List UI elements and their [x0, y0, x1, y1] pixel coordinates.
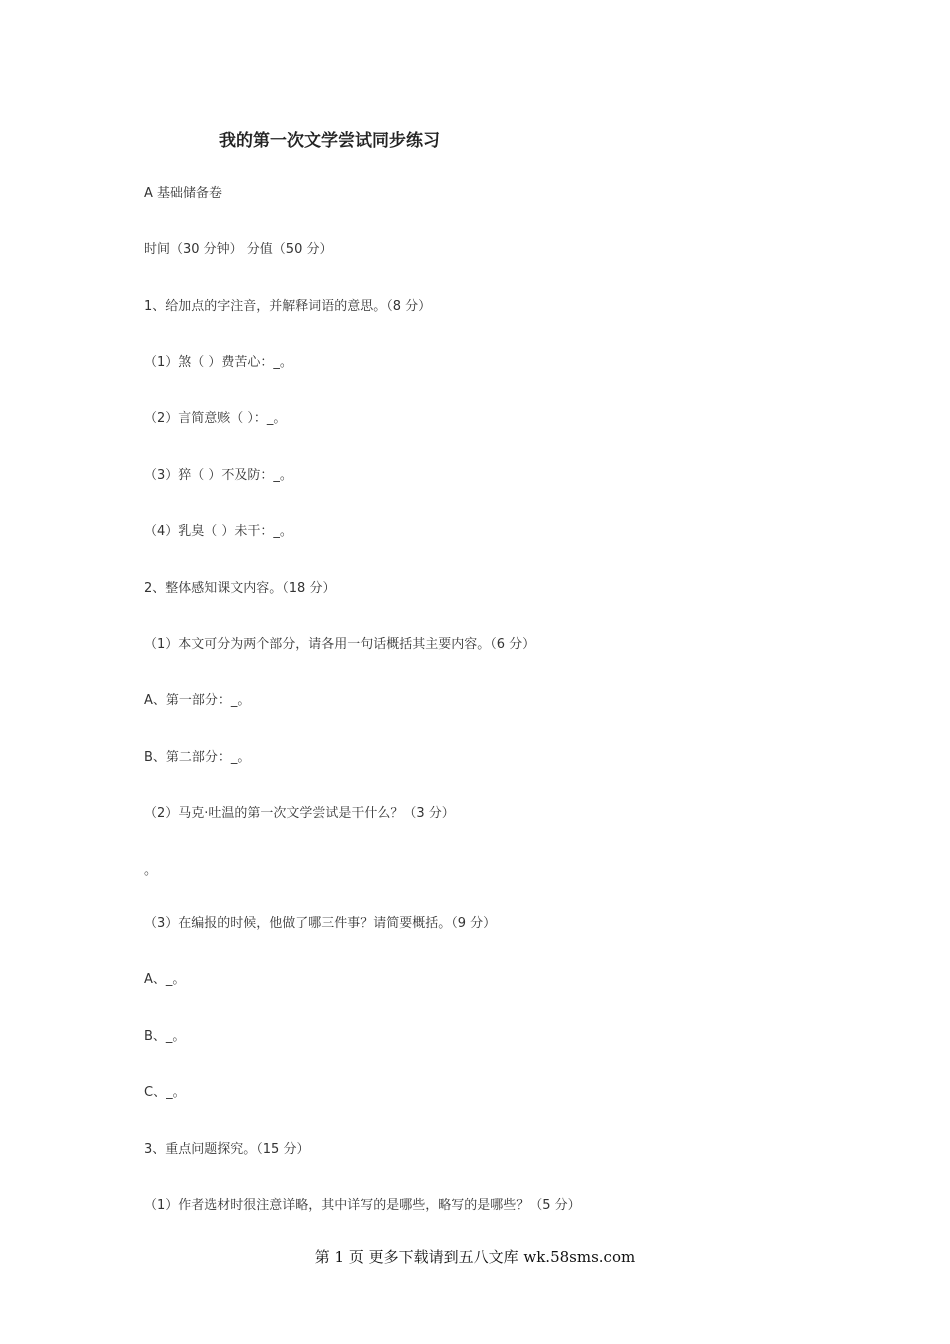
question-2-item-3-a: A、_。	[144, 972, 186, 987]
question-2-item-2: （2）马克·吐温的第一次文学尝试是干什么？（3 分）	[144, 806, 455, 821]
question-2-item-1-b: B、第二部分：_。	[144, 750, 251, 765]
question-1-item-4: （4）乳臭（ ）未干：_。	[144, 524, 293, 539]
question-1-item-3: （3）猝（ ）不及防：_。	[144, 468, 293, 483]
question-2-item-1-a: A、第一部分：_。	[144, 693, 251, 708]
time-score-info: 时间（30 分钟） 分值（50 分）	[144, 242, 333, 257]
document-title: 我的第一次文学尝试同步练习	[219, 131, 440, 151]
question-1: 1、给加点的字注音，并解释词语的意思。（8 分）	[144, 299, 432, 314]
section-label: A 基础储备卷	[144, 186, 223, 201]
question-3-item-1: （1）作者选材时很注意详略，其中详写的是哪些，略写的是哪些？（5 分）	[144, 1198, 581, 1213]
question-1-item-1: （1）煞（ ）费苦心：_。	[144, 355, 293, 370]
question-2-item-1: （1）本文可分为两个部分，请各用一句话概括其主要内容。（6 分）	[144, 637, 536, 652]
question-2-item-2-answer: 。	[144, 863, 158, 878]
question-1-item-2: （2）言简意赅（ ）：_。	[144, 411, 287, 426]
question-2-item-3-c: C、_。	[144, 1085, 186, 1100]
question-2-item-3-b: B、_。	[144, 1029, 186, 1044]
page-footer: 第 1 页 更多下载请到五八文库 wk.58sms.com	[314, 1248, 636, 1266]
question-2-item-3: （3）在编报的时候，他做了哪三件事？请简要概括。（9 分）	[144, 916, 497, 931]
question-2: 2、整体感知课文内容。（18 分）	[144, 581, 336, 596]
question-3: 3、重点问题探究。（15 分）	[144, 1142, 310, 1157]
